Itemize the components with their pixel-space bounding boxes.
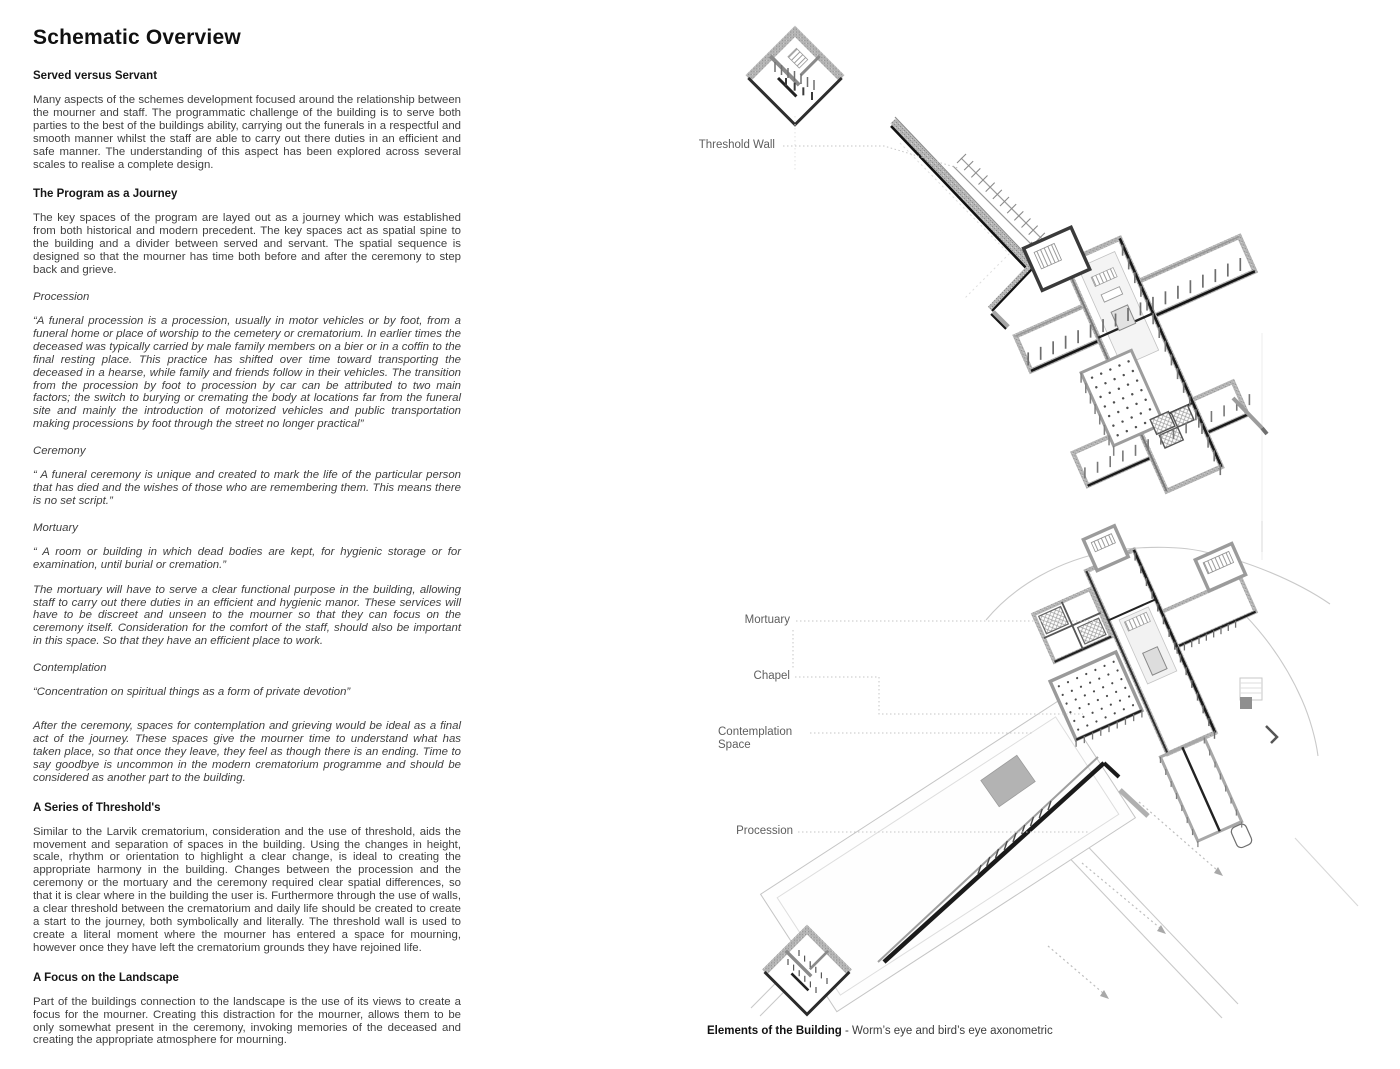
figure-caption-bold: Elements of the Building	[707, 1025, 842, 1037]
section-heading-series-of-thresholds: A Series of Threshold's	[33, 801, 161, 814]
paragraph-served-versus-servant: Many aspects of the schemes development focused around the relationship between the mourner and staff. The programmatic challenge of the building is to serve both parties to the best of the buildings ability, carrying out the funerals in a respectful and smooth manner whilst the staff are able to carry out there duties in an efficient and safe manner. The understanding of this aspect has been explored across several scales to realise a complete design.	[33, 94, 461, 171]
wall-corner-mark	[1266, 726, 1277, 743]
worm-eye-axonometric	[748, 31, 1322, 521]
worm-eye-building-shape	[984, 166, 1322, 521]
threshold-wall-shape	[891, 117, 1058, 329]
figure-caption-rest: - Worm’s eye and bird’s eye axonometric	[841, 1025, 1053, 1037]
paragraph-contemplation: After the ceremony, spaces for contemplation and grieving would be ideal as a final act of the journey. These spaces give the mourner time to understand what has taken place, so that once they leave, they feel as though there is an ending. Time to say goodbye is uncommon in the modern crematorium programme and should be considered as another part to the building.	[33, 720, 461, 784]
quote-contemplation: “Concentration on spiritual things as a form of private devotion”	[33, 686, 351, 699]
outbuilding-square	[1240, 678, 1262, 709]
label-chapel: Chapel	[753, 670, 790, 682]
label-contemplation-line1: Contemplation	[718, 726, 793, 738]
label-contemplation-space	[718, 726, 813, 752]
paragraph-series-of-thresholds: Similar to the Larvik crematorium, consideration and the use of threshold, aids the movement and separation of spaces in the building. Using the changes in height, scale, rhythm or orientation to highlight a clear change, is ideal to creating the appropriate harmony in the building. Changes between the procession and the ceremony or the mortuary and the ceremony required clear spatial differences, so that it is clear where in the building the user is. Furthermore through the use of walls, a clear threshold between the crematorium and daily life should be created to create a start to the journey, both symbolically and literally. The threshold wall is used to create a literal moment where the mourner has entered a space for mourning, however once they have left the crematorium grounds they have rejoined life.	[33, 825, 461, 954]
quote-ceremony: “ A funeral ceremony is unique and created to mark the life of the particular person that has died and the wishes of those who are remembering them. This means there is no set script.”	[33, 469, 461, 507]
label-mortuary: Mortuary	[744, 614, 790, 626]
detached-wall-cap	[1262, 428, 1267, 434]
term-procession: Procession	[33, 290, 90, 303]
paragraph-focus-on-landscape: Part of the buildings connection to the landscape is the use of its views to create a focus for the mourner. Creating this distraction for the mourner, allows them to be only somewhat present in the ceremony, invoking memories of the deceased and creating the appropriate atmosphere for mourning.	[33, 995, 461, 1047]
label-procession: Procession	[736, 825, 793, 837]
paragraph-program-as-journey: The key spaces of the program are layed out as a journey which was established from both historical and modern precedent. The key spaces act as spatial spine to the building and a divider between served and servant. The spatial sequence is designed so that the mourner has time both before and after the ceremony to step back and grieve.	[33, 212, 461, 277]
figure-caption	[707, 1025, 1347, 1037]
label-threshold-wall: Threshold Wall	[698, 139, 775, 151]
quote-mortuary: “ A room or building in which dead bodies are kept, for hygienic storage or for examination, until burial or cremation.”	[33, 545, 461, 571]
page-title: Schematic Overview	[33, 26, 241, 49]
term-mortuary: Mortuary	[33, 521, 78, 534]
term-ceremony: Ceremony	[33, 445, 86, 458]
section-heading-program-as-journey: The Program as a Journey	[33, 188, 178, 201]
section-heading-served-versus-servant: Served versus Servant	[33, 70, 158, 82]
term-contemplation: Contemplation	[33, 662, 107, 675]
section-heading-focus-on-landscape: A Focus on the Landscape	[33, 971, 179, 984]
quote-procession: “A funeral procession is a procession, usually in motor vehicles or by foot, from a funeral home or place of worship to the cemetery or crematorium. In earlier times the deceased was typically carried by male family members on a bier or in a coffin to the final resting place. This practice has shifted over time toward transporting the deceased in a hearse, while family and friends follow in their vehicles. The transition from the procession by foot to procession by car can be attributed to two main factors; the switch to burying or cremating the body at locations far from the funeral site and mainly the introduction of motorized vehicles and public transportation making processions by foot through the street no longer practical”	[33, 314, 461, 431]
paragraph-mortuary: The mortuary will have to serve a clear functional purpose in the building, allowing staff to carry out there duties in an efficient and hygienic manor. These services will have to be discreet and unseen to the mourner so that they can focus on the ceremony itself. Consideration for the comfort of the staff, should also be important in this space. So that they have an efficient place to work.	[33, 583, 461, 648]
label-contemplation-line2: Space	[718, 739, 751, 751]
bird-eye-axonometric	[751, 485, 1358, 1018]
